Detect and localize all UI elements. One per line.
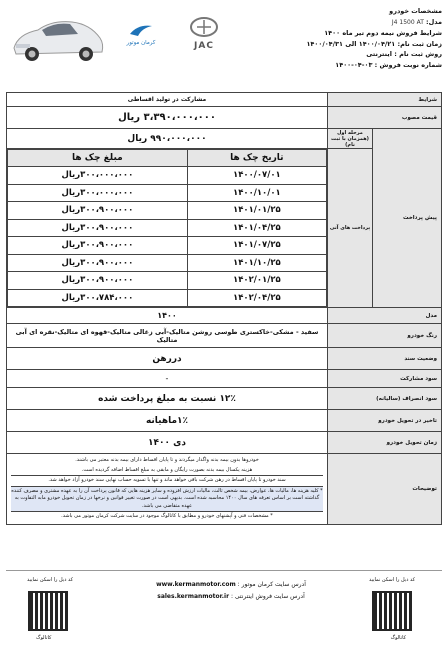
delivery-value: دی ۱۴۰۰ [7,432,328,454]
scan-text-right: کد ذیل را اسکن نمایید [368,577,416,583]
header [6,6,442,86]
notes [7,454,328,525]
note-item: خودروها بدون بیمه بدنه واگذار میگردند و تا پایان اقساط دارای بیمه بدنه معتبر می باشند. [75,457,259,463]
color-value: سفید - مشکی-خاکستری طوسی روشن متالیک-آبی زغالی متالیک-قهوه ای متالیک-نقره ای آبی متالیک [7,324,328,348]
table-row [8,184,327,202]
kerman-motor-logo [118,22,164,52]
site-url-link[interactable]: www.kermanmotor.com [156,581,236,588]
jac-logo [176,16,232,56]
table-row [8,219,327,237]
check-amount: ۳۰۰،۷۸۴،۰۰۰ریال [8,289,188,307]
check-date: ۱۴۰۱/۰۱/۲۵ [187,202,326,220]
conditions-line: شرایط فروش نیمه دوم تیر ماه ۱۴۰۰ [324,29,442,37]
cancel-fee-label: سود انصراف (سالیانه) [328,388,442,410]
jac-text: JAC [194,41,214,51]
check-date: ۱۴۰۰/۰۷/۰۱ [187,167,326,185]
cancel-fee-value: ۱۲٪ نسبت به مبلغ پرداخت شده [7,388,328,410]
conditions-label: شرایط [328,93,442,107]
checks-date-header: تاریخ چک ها [187,150,326,167]
delay-penalty-value: ۱٪ماهیانه [7,410,328,432]
doc-status-label: وضعیت سند [328,348,442,370]
check-amount: ۳۰۰،۰۰۰،۰۰۰ریال [8,167,188,185]
table-row [8,272,327,290]
sale-number: شماره نوبت فروش : ۰۳-۰۴-۱۴۰۰ [335,60,442,69]
notes-label: توضیحات [328,454,442,525]
model-year-label: مدل [328,308,442,324]
registration-time: زمان ثبت نام: ۱۴۰۰/۰۴/۲۱ الی ۱۴۰۰/۰۴/۳۱ [306,39,442,48]
model-year-value: ۱۴۰۰ [7,308,328,324]
first-stage-label: مرحله اول (همزمان با ثبت نام) [328,129,373,149]
jac-emblem-icon [189,16,219,38]
footer [6,570,442,651]
check-date: ۱۴۰۲/۰۱/۲۵ [187,272,326,290]
check-amount: ۳۰۰،۹۰۰،۰۰۰ریال [8,272,188,290]
check-amount: ۳۰۰،۹۰۰،۰۰۰ریال [8,254,188,272]
check-date: ۱۴۰۲/۰۴/۲۵ [187,289,326,307]
table-row [8,254,327,272]
model-label: مدل: [425,17,442,26]
doc-status-value: دررهن [7,348,328,370]
sale-site-label: آدرس سایت فروش اینترنتی : [230,593,305,600]
price-value: ۳،۳۹۰،۰۰۰،۰۰۰ ریال [7,107,328,129]
installments-label: پرداخت های آتی [328,149,373,308]
header-title: مشخصات خودرو [389,7,442,15]
header-info [242,6,442,70]
check-amount: ۳۰۰،۹۰۰،۰۰۰ریال [8,219,188,237]
bird-icon [128,22,154,38]
delay-penalty-label: تاخیر در تحویل خودرو [328,410,442,432]
note-item: * مشخصات فنی و آپشنهای خودرو و مطابق با کاتالوگ موجود در سایت شرکت کرمان موتور می باشد. [11,511,323,522]
qr-code-right-icon[interactable] [372,591,412,631]
car-image [8,10,108,68]
profit-label: سود مشارکت [328,370,442,388]
table-row [8,237,327,255]
check-date: ۱۴۰۱/۱۰/۲۵ [187,254,326,272]
kerman-motor-text: کرمان موتور [126,40,156,46]
qr-code-left-icon[interactable] [28,591,68,631]
qr-caption-left: کاتالوگ [36,635,52,641]
check-amount: ۳۰۰،۹۰۰،۰۰۰ریال [8,237,188,255]
first-stage-value: ۹۹۰،۰۰۰،۰۰۰ ریال [7,129,328,149]
registration-method: روش ثبت نام : اینترنتی [366,50,442,58]
check-date: ۱۴۰۱/۰۴/۲۵ [187,219,326,237]
site-addresses [146,579,316,603]
site-label: آدرس سایت کرمان موتور : [237,581,306,588]
delivery-label: زمان تحویل خودرو [328,432,442,454]
scan-text-left: کد ذیل را اسکن نمایید [26,577,74,583]
sale-site-url-link[interactable]: sales.kermanmotor.ir [157,593,230,600]
logos [6,6,246,76]
qr-caption-right: کاتالوگ [390,635,406,641]
check-date: ۱۴۰۱/۰۷/۲۵ [187,237,326,255]
prepay-label: پیش پرداخت [373,129,442,308]
model-value: J4 1500 AT [391,18,424,26]
table-row [8,167,327,185]
conditions-value: مشارکت در تولید اقساطی [7,93,328,107]
note-item: هزینه یکسال بیمه بدنه بصورت رایگان و مابقی به مبلغ اقساط اضافه گردیده است. [81,466,253,473]
note-item: سند خودرو تا پایان اقساط در رهن شرکت باقی خواهد ماند و تنها با تسویه حساب نهایی سند خودرو آزاد خواهد شد. [11,475,323,486]
checks-amount-header: مبلغ چک ها [8,150,188,167]
profit-value: - [7,370,328,388]
check-amount: ۳۰۰،۹۰۰،۰۰۰ریال [8,202,188,220]
price-label: قیمت مصوب [328,107,442,129]
note-item: * کلیه هزینه ها، مالیات ها، عوارض، بیمه شخص ثالث، مالیات ارزش افزوده و سایر هزینه هایی که قانون پرداخت آن را به عهده مشتری و مصرف کننده گذاشته است بر اساس تعرفه های سال ۱۴۰۰ محاسبه شده است. بدیهی است در صورت تغییر قوانین و نرخها در زمان تحویل خودرو مابه التفاوت به عهده متقاضی می باشد. [11,486,323,512]
color-label: رنگ خودرو [328,324,442,348]
check-amount: ۳۰۰،۰۰۰،۰۰۰ریال [8,184,188,202]
table-row [8,289,327,307]
table-row [8,202,327,220]
check-date: ۱۴۰۰/۱۰/۰۱ [187,184,326,202]
conditions-table [6,92,442,525]
checks-table [7,149,327,307]
